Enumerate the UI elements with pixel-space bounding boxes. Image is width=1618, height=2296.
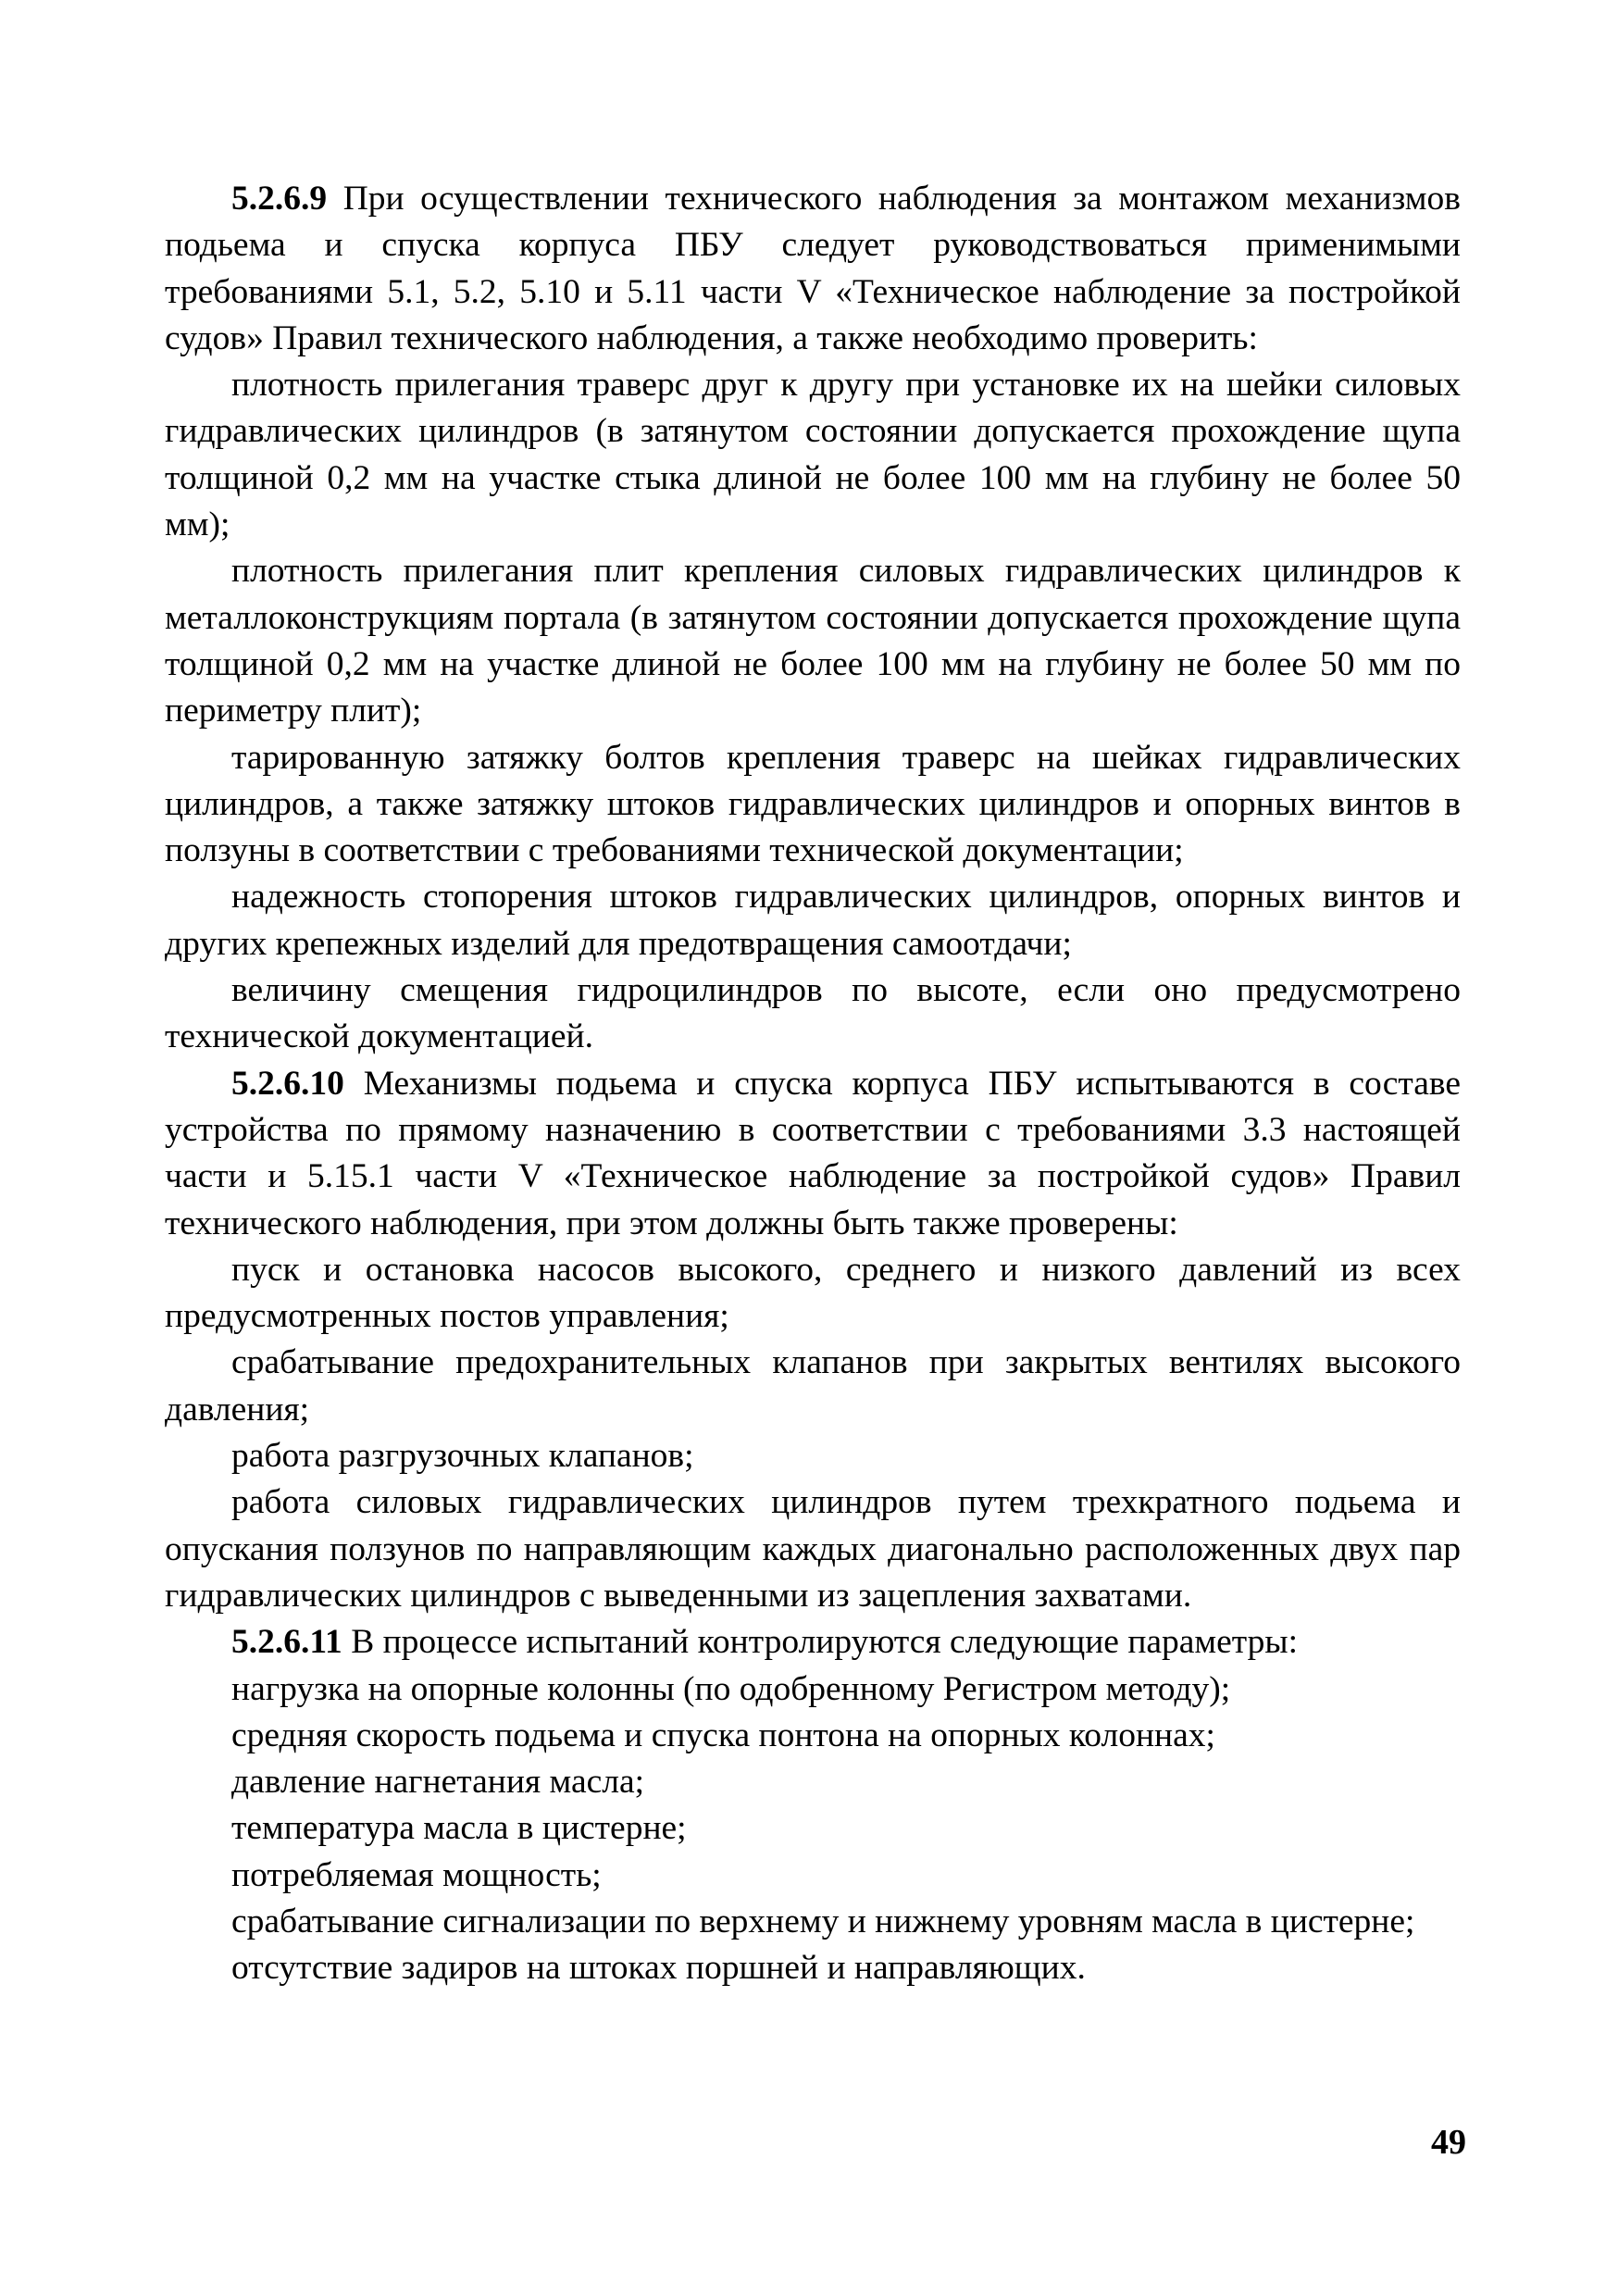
clause-number: 5.2.6.9 — [231, 180, 328, 218]
clause-item: тарированную затяжку болтов крепления траверс на шейках гидравлических цилиндров, а также затяжку штоков гидравлических цилиндров и опорных винтов в ползуны в соответствии с требованиями технической документации; — [165, 738, 1461, 870]
clause-item: срабатывание сигнализации по верхнему и нижнему уровням масла в цистерне; — [231, 1902, 1415, 1940]
clause-item: плотность прилегания плит крепления силовых гидравлических цилиндров к металлоконструкциям портала (в затянутом состоянии допускается прохождение щупа толщиной 0,2 мм на участке длиной не более 100 мм на глубину не более 50 мм по периметру плит); — [165, 552, 1461, 730]
clause-item: давление нагнетания масла; — [231, 1763, 645, 1802]
clause-item: срабатывание предохранительных клапанов при закрытых вентилях высокого давления; — [165, 1343, 1461, 1429]
clause-5-2-6-10-intro — [165, 1061, 1461, 1247]
clause-item: отсутствие задиров на штоках поршней и направляющих. — [231, 1949, 1086, 1988]
clause-5-2-6-11-intro — [165, 1619, 1461, 1666]
clause-item: надежность стопорения штоков гидравлических цилиндров, опорных винтов и других крепежных изделий для предотвращения самоотдачи; — [165, 878, 1461, 963]
clause-item: нагрузка на опорные колонны (по одобренному Регистром методу); — [231, 1669, 1231, 1708]
clause-number: 5.2.6.11 — [231, 1623, 342, 1662]
document-body — [165, 176, 1461, 1992]
clause-item: работа силовых гидравлических цилиндров путем трехкратного подьема и опускания ползунов по направляющим каждых диагонально расположенных двух пар гидравлических цилиндров с выведенными из зацепления захватами. — [165, 1483, 1461, 1615]
clause-item: температура масла в цистерне; — [231, 1809, 687, 1848]
clause-item: пуск и остановка насосов высокого, среднего и низкого давлений из всех предусмотренных постов управления; — [165, 1250, 1461, 1336]
clause-text: При осуществлении технического наблюдения за монтажом механизмов подьема и спуска корпуса ПБУ следует руководствоваться применимыми требованиями 5.1, 5.2, 5.10 и 5.11 части V «Техническое наблюдение за постройкой судов» Правил технического наблюдения, а также необходимо проверить: — [165, 180, 1461, 357]
clause-item: потребляемая мощность; — [231, 1855, 602, 1894]
clause-text: Механизмы подьема и спуска корпуса ПБУ испытываются в составе устройства по прямому назначению в соответствии с требованиями 3.3 настоящей части и 5.15.1 части V «Техническое наблюдение за постройкой судов» Правил технического наблюдения, при этом должны быть также проверены: — [165, 1064, 1461, 1242]
clause-item: величину смещения гидроцилиндров по высоте, если оно предусмотрено технической документацией. — [165, 971, 1461, 1056]
clause-text: В процессе испытаний контролируются следующие параметры: — [342, 1623, 1299, 1662]
clause-number: 5.2.6.10 — [231, 1064, 344, 1103]
page-number: 49 — [1431, 2123, 1466, 2162]
clause-item: работа разгрузочных клапанов; — [231, 1437, 694, 1476]
clause-item: средняя скорость подьема и спуска понтона на опорных колоннах; — [231, 1716, 1215, 1754]
clause-5-2-6-9-intro — [165, 176, 1461, 362]
clause-item: плотность прилегания траверс друг к другу при установке их на шейки силовых гидравлических цилиндров (в затянутом состоянии допускается прохождение щупа толщиной 0,2 мм на участке стыка длиной не более 100 мм на глубину не более 50 мм); — [165, 366, 1461, 544]
